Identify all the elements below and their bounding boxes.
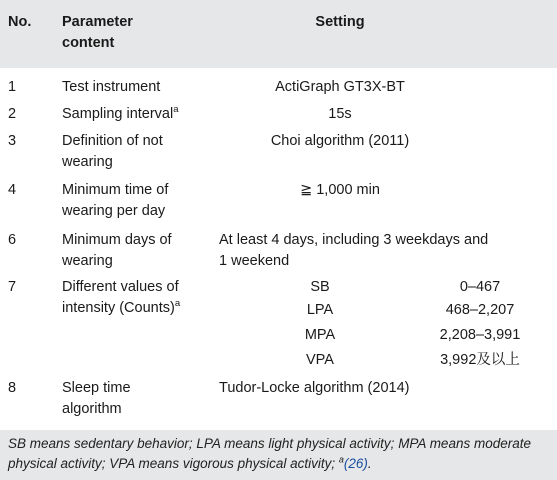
- row-2-parameter: Sampling interval$^a$: [62, 104, 179, 122]
- row-6-setting-line2: 1 weekend: [219, 253, 290, 269]
- row-8-parameter-line1: Sleep time: [62, 380, 131, 396]
- row-4-no: 4: [8, 182, 17, 198]
- row-6-parameter-line1: Minimum days of: [62, 232, 172, 248]
- row-6-parameter-line2: wearing: [62, 253, 113, 269]
- intensity-range-mpa: 2,208–3,991: [439, 327, 521, 343]
- reference-link[interactable]: (26): [343, 456, 368, 471]
- intensity-range-vpa: 3,992及以上: [440, 352, 520, 368]
- row-3-parameter-line1: Definition of not: [62, 133, 163, 149]
- row-3-setting: Choi algorithm (2011): [270, 133, 410, 149]
- row-4-setting: ≧ 1,000 min: [300, 182, 380, 198]
- row-4-parameter-line1: Minimum time of: [62, 182, 169, 198]
- row-4-parameter-line2: wearing per day: [62, 203, 166, 219]
- header-parameter-line2: content: [62, 35, 115, 51]
- table-footnote: SB means sedentary behavior; LPA means light physical activity; MPA means moderate physical activity; VPA means vigorous physical activity; $^a$(26).: [8, 436, 531, 471]
- intensity-level-mpa: MPA: [304, 327, 336, 343]
- intensity-level-vpa: VPA: [306, 352, 334, 368]
- row-7-parameter-line2: intensity (Counts)$^a$: [62, 298, 181, 316]
- row-3-no: 3: [8, 133, 17, 149]
- intensity-level-lpa: LPA: [306, 302, 334, 318]
- row-1-no: 1: [8, 79, 17, 95]
- row-8-setting: Tudor-Locke algorithm (2014): [219, 380, 410, 396]
- intensity-range-lpa: 468–2,207: [445, 302, 515, 318]
- row-1-setting: ActiGraph GT3X-BT: [275, 79, 405, 95]
- row-6-no: 6: [8, 232, 17, 248]
- header-no: No.: [8, 14, 32, 30]
- header-setting: Setting: [315, 14, 365, 30]
- row-2-no: 2: [8, 106, 17, 122]
- row-1-parameter: Test instrument: [62, 79, 161, 95]
- row-8-no: 8: [8, 380, 17, 396]
- row-8-parameter-line2: algorithm: [62, 401, 122, 417]
- row-7-parameter-line1: Different values of: [62, 279, 179, 295]
- intensity-level-sb: SB: [310, 279, 330, 295]
- row-7-no: 7: [8, 279, 17, 295]
- row-6-setting-line1: At least 4 days, including 3 weekdays and: [219, 232, 489, 248]
- intensity-range-sb: 0–467: [459, 279, 501, 295]
- row-3-parameter-line2: wearing: [62, 154, 113, 170]
- header-parameter-line1: Parameter: [62, 14, 133, 30]
- row-2-setting: 15s: [328, 106, 352, 122]
